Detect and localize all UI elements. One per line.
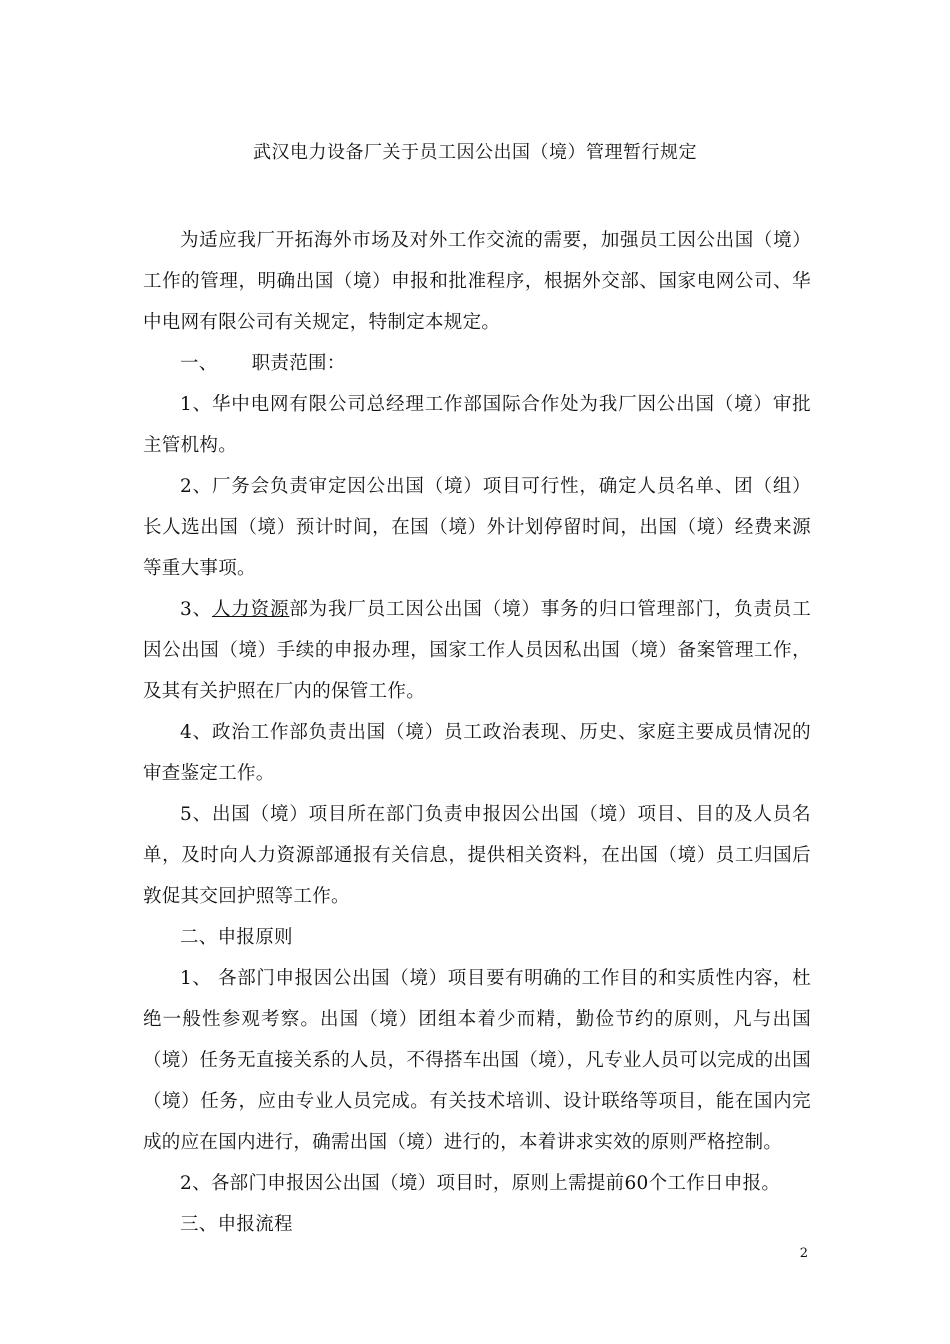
document-body [143, 220, 811, 1245]
section-1-number: 一、 [180, 353, 218, 374]
section-2-item-2: 2、各部门申报因公出国（境）项目时，原则上需提前60个工作日申报。 [180, 1173, 781, 1194]
page-number: 2 [799, 1246, 808, 1261]
section-1-item-5: 5、出国（境）项目所在部门负责申报因公出国（境）项目、目的及人员名单，及时向人力资源部通报有关信息，提供相关资料，在出国（境）员工归国后敦促其交回护照等工作。 [143, 804, 811, 907]
section-2-item-1: 1、 各部门申报因公出国（境）项目要有明确的工作目的和实质性内容，杜绝一般性参观考察。出国（境）团组本着少而精，勤俭节约的原则，凡与出国（境）任务无直接关系的人员，不得搭车出国（境），凡专业人员可以完成的出国（境）任务，应由专业人员完成。有关技术培训、设计联络等项目，能在国内完成的应在国内进行，确需出国（境）进行的，本着讲求实效的原则严格控制。 [143, 968, 811, 1153]
document-title: 武汉电力设备厂关于员工因公出国（境）管理暂行规定 [253, 142, 697, 163]
section-1-item-3-text: 部为我厂员工因公出国（境）事务的归口管理部门，负责员工因公出国（境）手续的申报办理，国家工作人员因私出国（境）备案管理工作，及其有关护照在厂内的保管工作。 [143, 599, 811, 702]
section-3-heading: 三、申报流程 [180, 1214, 293, 1235]
section-1-item-3 [143, 589, 811, 712]
section-1-heading [143, 343, 811, 384]
human-resources-link[interactable]: 人力资源 [211, 599, 290, 620]
section-1-item-1: 1、华中电网有限公司总经理工作部国际合作处为我厂因公出国（境）审批主管机构。 [143, 394, 811, 456]
section-2-heading: 二、申报原则 [180, 927, 293, 948]
section-1-item-4: 4、政治工作部负责出国（境）员工政治表现、历史、家庭主要成员情况的审查鉴定工作。 [143, 722, 811, 784]
intro-paragraph: 为适应我厂开拓海外市场及对外工作交流的需要，加强员工因公出国（境）工作的管理，明确出国（境）申报和批准程序，根据外交部、国家电网公司、华中电网有限公司有关规定，特制定本规定。 [143, 230, 811, 333]
section-1-item-2: 2、厂务会负责审定因公出国（境）项目可行性，确定人员名单、团（组）长人选出国（境）预计时间，在国（境）外计划停留时间，出国（境）经费来源等重大事项。 [143, 476, 811, 579]
section-1-title: 职责范围： [251, 353, 346, 374]
section-1-item-3-prefix: 3、 [180, 599, 212, 620]
